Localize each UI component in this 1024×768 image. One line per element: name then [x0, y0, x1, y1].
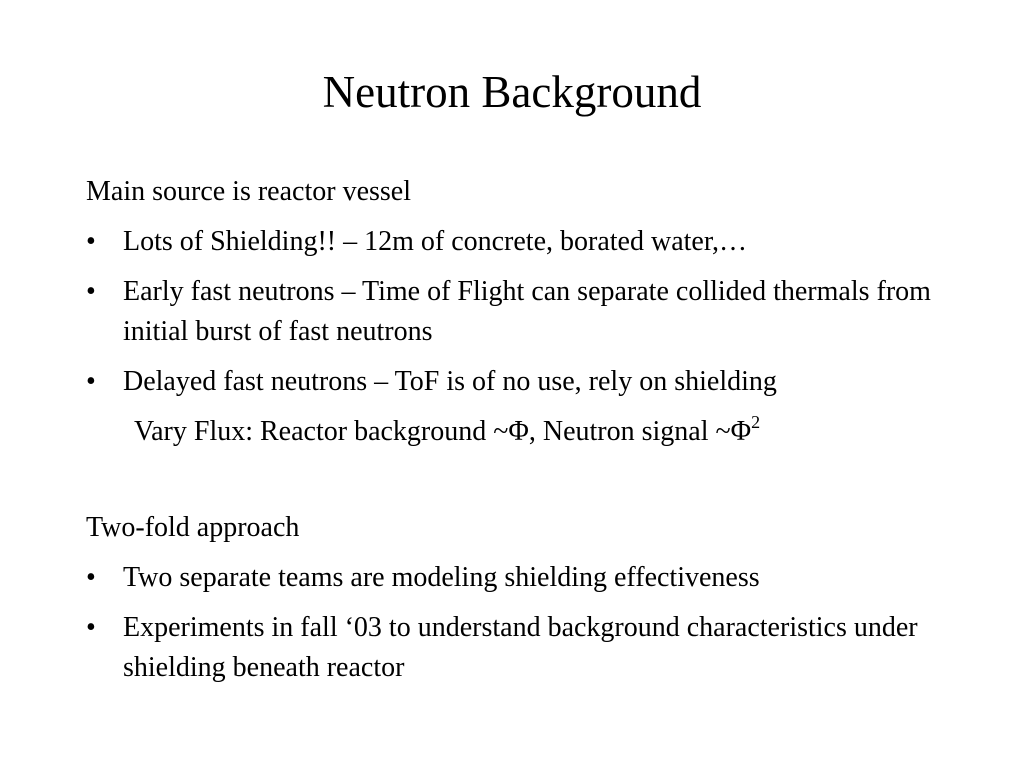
bullet-text: Experiments in fall ‘03 to understand background characteristics under shielding beneath reactor [123, 612, 918, 683]
slide-title: Neutron Background [322, 67, 702, 117]
flux-note-superscript: 2 [751, 412, 761, 432]
bullet-text: Lots of Shielding!! – 12m of concrete, borated water,… [123, 226, 748, 257]
flux-note-text: Vary Flux: Reactor background ~Φ, Neutron signal ~Φ [134, 416, 752, 447]
section-spacer [86, 452, 946, 508]
bullet-list-two-fold [86, 558, 946, 688]
section-heading-two-fold: Two-fold approach [86, 512, 300, 543]
bullet-item [86, 272, 946, 352]
section-heading-main-source: Main source is reactor vessel [86, 176, 411, 207]
bullet-item [86, 608, 946, 688]
bullet-icon: • [86, 226, 96, 257]
slide-body [86, 172, 946, 688]
bullet-text: Delayed fast neutrons – ToF is of no use, rely on shielding [123, 366, 777, 397]
bullet-text: Two separate teams are modeling shielding effectiveness [123, 562, 760, 593]
bullet-item [86, 222, 946, 262]
bullet-icon: • [86, 276, 96, 307]
flux-note [86, 412, 946, 452]
bullet-icon: • [86, 366, 96, 397]
bullet-text: Early fast neutrons – Time of Flight can separate collided thermals from initial burst of fast neutrons [123, 276, 931, 347]
bullet-icon: • [86, 562, 96, 593]
bullet-icon: • [86, 612, 96, 643]
bullet-item [86, 362, 946, 402]
bullet-item [86, 558, 946, 598]
bullet-list-main-source [86, 222, 946, 402]
